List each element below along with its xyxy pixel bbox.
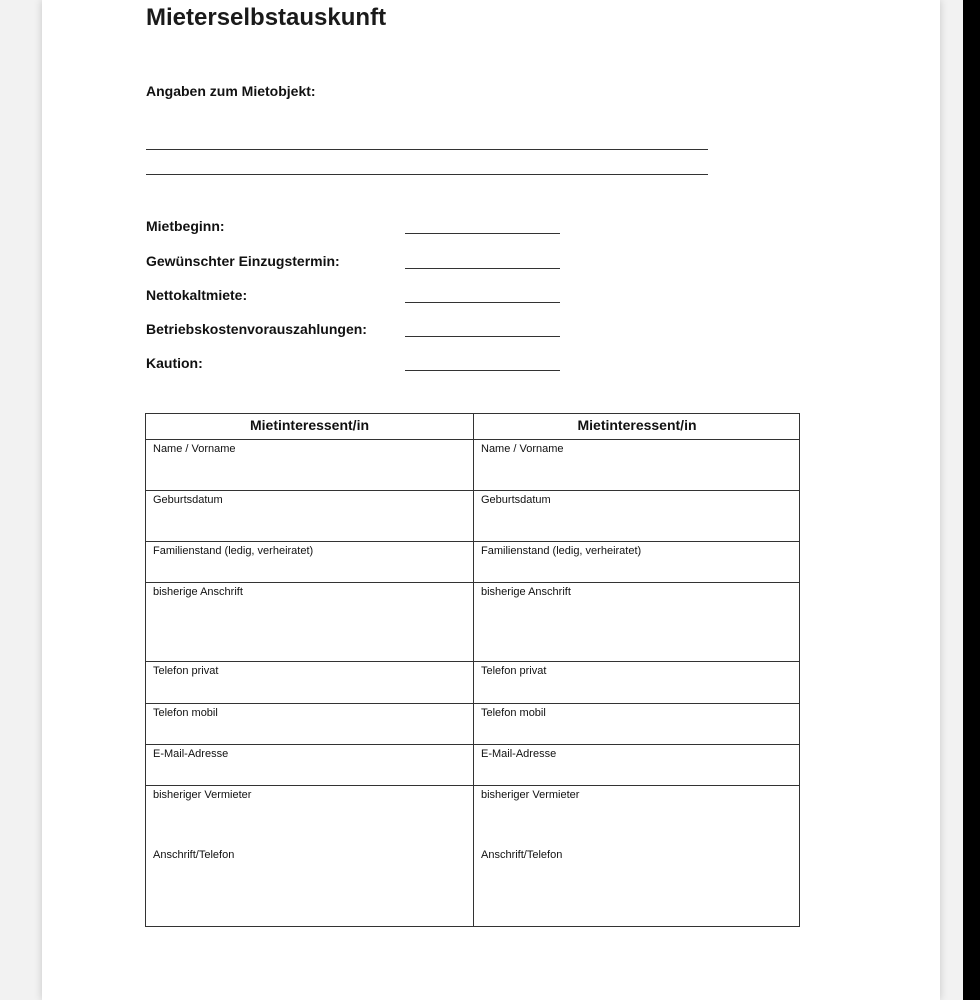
field-line-mietbeginn[interactable] <box>405 233 560 234</box>
table-cell-birthdate[interactable]: Geburtsdatum <box>146 491 473 542</box>
table-cell-email[interactable]: E-Mail-Adresse <box>146 745 473 786</box>
table-cell-birthdate[interactable]: Geburtsdatum <box>474 491 800 542</box>
table-cell-previous-landlord[interactable]: bisheriger Vermieter <box>153 789 252 801</box>
field-label-mietbeginn: Mietbeginn: <box>146 218 225 234</box>
table-cell-name[interactable]: Name / Vorname <box>474 440 800 491</box>
field-label-betriebskosten: Betriebskostenvorauszahlungen: <box>146 321 367 337</box>
field-line-einzugstermin[interactable] <box>405 268 560 269</box>
table-cell-email[interactable]: E-Mail-Adresse <box>474 745 800 786</box>
table-cell-name[interactable]: Name / Vorname <box>146 440 473 491</box>
table-cell-phone-private[interactable]: Telefon privat <box>474 662 800 704</box>
table-cell-marital-status[interactable]: Familienstand (ledig, verheiratet) <box>146 542 473 583</box>
table-cell-phone-mobile[interactable]: Telefon mobil <box>474 704 800 745</box>
document-page <box>42 0 940 1000</box>
field-line-betriebskosten[interactable] <box>405 336 560 337</box>
table-cell-previous-address[interactable]: bisherige Anschrift <box>474 583 800 662</box>
table-cell-phone-private[interactable]: Telefon privat <box>146 662 473 704</box>
table-cell-previous-address[interactable]: bisherige Anschrift <box>146 583 473 662</box>
table-cell-marital-status[interactable]: Familienstand (ledig, verheiratet) <box>474 542 800 583</box>
landlord-contact-label: Anschrift/Telefon <box>153 849 235 861</box>
property-line-2[interactable] <box>146 174 708 175</box>
field-label-nettokaltmiete: Nettokaltmiete: <box>146 287 248 303</box>
property-section-label: Angaben zum Mietobjekt: <box>146 83 316 99</box>
applicant-table <box>145 413 800 927</box>
field-label-einzugstermin: Gewünschter Einzugstermin: <box>146 253 340 269</box>
applicant-column-2 <box>473 414 800 926</box>
table-cell-previous-landlord[interactable]: bisheriger Vermieter <box>481 789 580 801</box>
document-title: Mieterselbstauskunft <box>146 4 387 31</box>
column-header: Mietinteressent/in <box>474 414 800 440</box>
property-line-1[interactable] <box>146 149 708 150</box>
table-cell-phone-mobile[interactable]: Telefon mobil <box>146 704 473 745</box>
applicant-column-1 <box>146 414 473 926</box>
field-line-kaution[interactable] <box>405 370 560 371</box>
landlord-contact-label: Anschrift/Telefon <box>481 849 563 861</box>
field-label-kaution: Kaution: <box>146 355 203 371</box>
field-line-nettokaltmiete[interactable] <box>405 302 560 303</box>
column-header: Mietinteressent/in <box>146 414 473 440</box>
